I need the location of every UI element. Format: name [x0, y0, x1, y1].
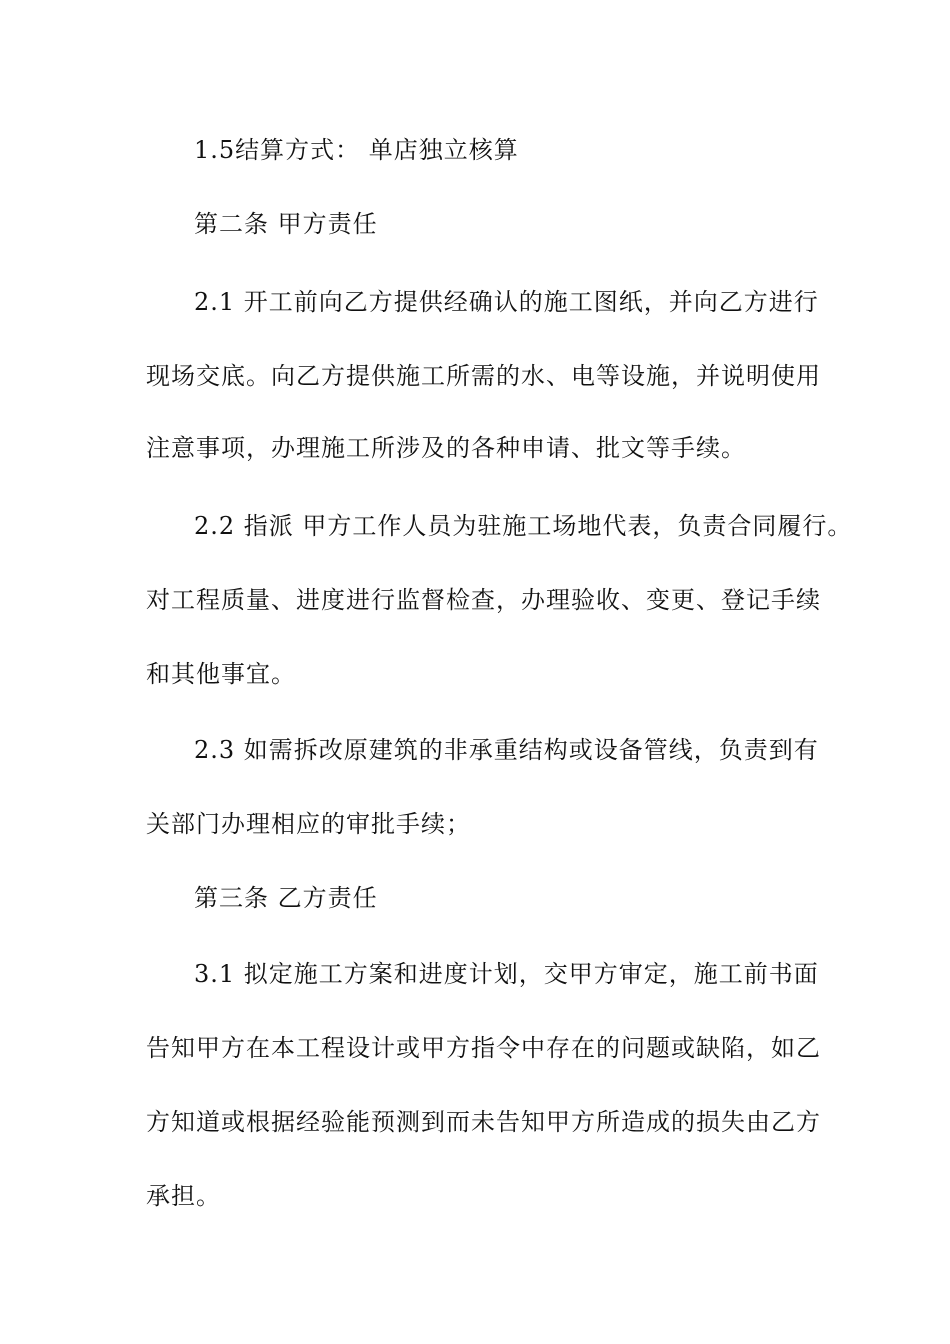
article-3-heading: 第三条 乙方责任: [194, 884, 378, 912]
clause-2-2-line-3: 和其他事宜。: [146, 660, 296, 688]
clause-2-2-line-2: 对工程质量、进度进行监督检查，办理验收、变更、登记手续: [146, 586, 821, 614]
clause-2-3-line-1: 2.3 如需拆改原建筑的非承重结构或设备管线，负责到有: [194, 736, 819, 764]
clause-2-2-line-1: 2.2 指派 甲方工作人员为驻施工场地代表，负责合同履行。: [194, 512, 853, 540]
clause-1-5-settlement: 1.5结算方式： 单店独立核算: [194, 136, 519, 164]
clause-3-1-line-1: 3.1 拟定施工方案和进度计划，交甲方审定，施工前书面: [194, 960, 819, 988]
article-2-heading: 第二条 甲方责任: [194, 210, 378, 238]
clause-2-1-line-2: 现场交底。向乙方提供施工所需的水、电等设施，并说明使用: [146, 362, 821, 390]
clause-2-1-line-1: 2.1 开工前向乙方提供经确认的施工图纸，并向乙方进行: [194, 288, 819, 316]
clause-3-1-line-3: 方知道或根据经验能预测到而未告知甲方所造成的损失由乙方: [146, 1108, 821, 1136]
clause-3-1-line-4: 承担。: [146, 1182, 221, 1210]
clause-2-3-line-2: 关部门办理相应的审批手续；: [146, 810, 471, 838]
clause-2-1-line-3: 注意事项，办理施工所涉及的各种申请、批文等手续。: [146, 434, 746, 462]
clause-3-1-line-2: 告知甲方在本工程设计或甲方指令中存在的问题或缺陷，如乙: [146, 1034, 821, 1062]
